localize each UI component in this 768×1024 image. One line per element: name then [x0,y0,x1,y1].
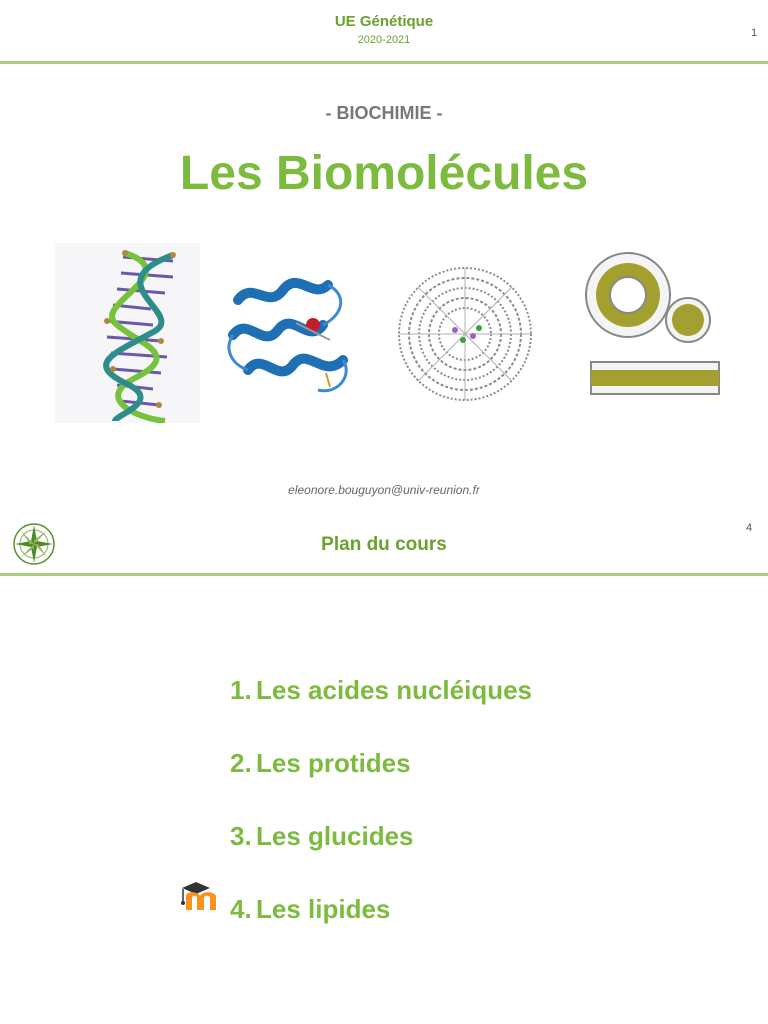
slide-title: Les Biomolécules [179,147,589,200]
slide-subtitle: - BIOCHIMIE - [325,103,443,123]
outline-item-acides-nucleiques[interactable]: 1. Les acides nucléiques [230,675,533,705]
micelle-image [393,262,538,412]
header-course-title: UE Génétique [334,13,434,30]
slide-title: Plan du cours [321,534,447,555]
header-divider [0,61,768,64]
page-number: 4 [746,522,753,534]
outline-item-protides[interactable]: 2. Les protides [230,748,411,778]
outline-item-lipides[interactable]: 4. Les lipides [230,894,391,924]
moodle-icon[interactable] [178,880,222,919]
slide-2 [0,512,768,1024]
dna-helix-image [55,243,200,428]
header-divider [0,573,768,576]
lipid-vesicles-image [583,250,723,403]
page-number: 1 [751,27,758,39]
header-year: 2020-2021 [357,34,411,46]
outline-item-glucides[interactable]: 3. Les glucides [230,821,414,851]
protein-structure-image [218,265,358,410]
course-outline-list [230,675,532,967]
author-email: eleonore.bouguyon@univ-reunion.fr [288,483,480,497]
